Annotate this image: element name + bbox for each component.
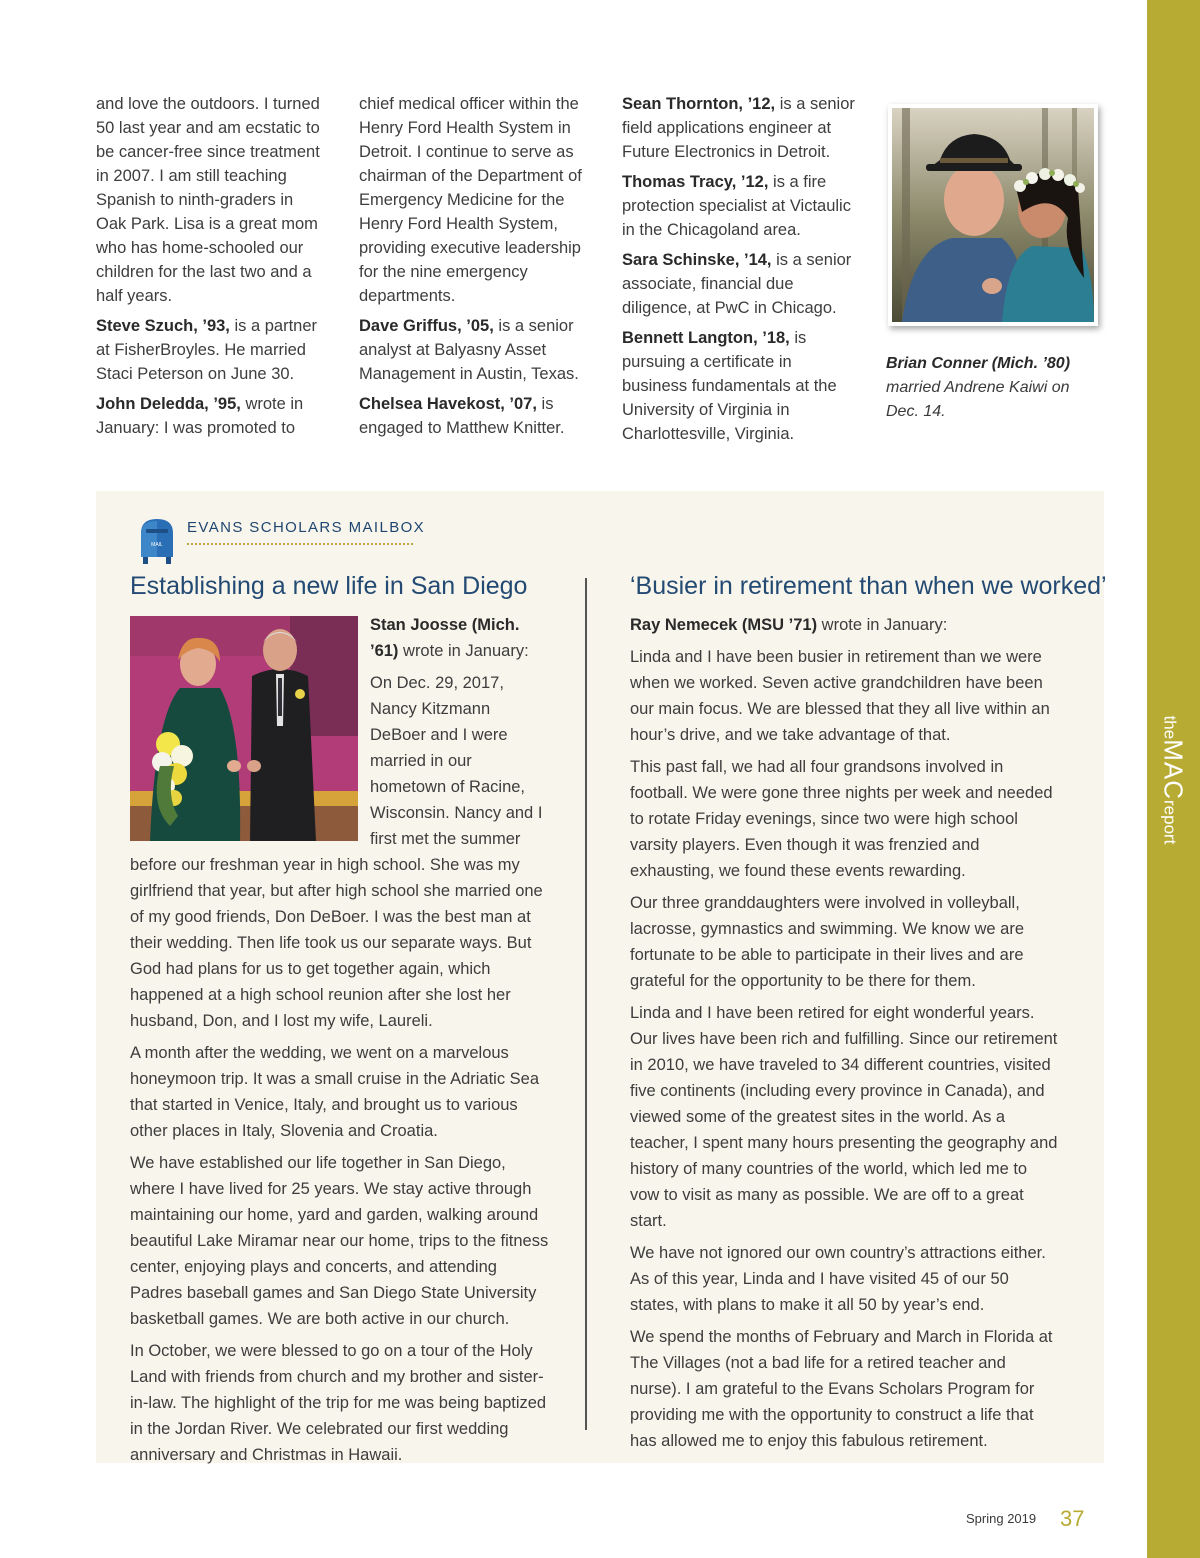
story-right-paragraph: Our three granddaughters were involved in volleyball, lacrosse, gymnastics and swimming. We know we are fortunate to be able to participate in their lives and are grateful for the opportunity to be there for them.: [630, 894, 1025, 990]
note-thomas-tracy: Thomas Tracy, ’12, is a fire protection specialist at Victaulic in the Chicagoland area.: [622, 173, 851, 239]
story-right-paragraph: Linda and I have been busier in retirement than we were when we worked. Seven active grandchildren have been our main focus. We are blessed that they all live within an hour’s drive, and we take advantage of that.: [630, 648, 1050, 744]
story-right-byline: Ray Nemecek (MSU ’71) wrote in January:: [630, 616, 948, 634]
note-sean-thornton: Sean Thornton, ’12, is a senior field applications engineer at Future Electronics in Detroit.: [622, 95, 855, 161]
page-number: 37: [1060, 1506, 1085, 1531]
story-right-paragraph: Linda and I have been retired for eight wonderful years. Our lives have been rich and fulfilling. Since our retirement in 2010, we have traveled to 34 different countries, visited five continents (including every province in Canada), and viewed some of the greatest sites in the world. As a teacher, I spent many hours presenting the geography and history of many countries of the world, which led me to vow to visit as many as possible. We are off to a great start.: [630, 1004, 1058, 1230]
magazine-brand: theMACreport: [1158, 715, 1189, 845]
mailbox-icon: [138, 515, 176, 565]
issue-season: Spring 2019: [966, 1511, 1037, 1526]
story-left-byline: Stan Joosse (Mich. ’61) wrote in January:: [370, 616, 529, 660]
note-dave-griffus: Dave Griffus, ’05, is a senior analyst at Balyasny Asset Management in Austin, Texas.: [359, 317, 579, 383]
story-left-paragraph: We have established our life together in San Diego, where I have lived for 25 years. We stay active through maintaining our home, yard and garden, walking around beautiful Lake Miramar near our home, trips to the fitness center, enjoying plays and concerts, and attending Padres baseball games and San Diego State University basketball games. We are both active in our church.: [130, 1154, 549, 1328]
note-paragraph: and love the outdoors. I turned 50 last year and am ecstatic to be cancer-free since treatment in 2007. I am still teaching Spanish to ninth-graders in Oak Park. Lisa is a great mom who has home-schooled our children for the last two and a half years.: [96, 95, 320, 305]
class-notes-column-3: [622, 92, 858, 452]
story-left-paragraph: A month after the wedding, we went on a marvelous honeymoon trip. It was a small cruise in the Adriatic Sea that started in Venice, Italy, and brought us to various other places in Italy, Slovenia and Croatia.: [130, 1044, 540, 1140]
mailbox-title-rule: [187, 543, 413, 546]
class-notes-column-2: [359, 92, 589, 446]
couple-photo-image: [892, 108, 1094, 322]
class-notes-column-1: [96, 92, 324, 446]
story-right-paragraph: We have not ignored our own country’s attractions either. As of this year, Linda and I have visited 45 of our 50 states, with plans to make it all 50 by year’s end.: [630, 1244, 1046, 1314]
note-paragraph: chief medical officer within the Henry Ford Health System in Detroit. I continue to serve as chairman of the Department of Emergency Medicine for the Henry Ford Health System, providing executive leadership for the nine emergency departments.: [359, 95, 582, 305]
photo-caption: Brian Conner (Mich. ’80) married Andrene Kaiwi on Dec. 14.: [886, 355, 1071, 420]
note-john-deledda: John Deledda, ’95, wrote in January: I was promoted to: [96, 395, 304, 437]
svg-text:MAIL: MAIL: [151, 542, 163, 548]
note-bennett-langton: Bennett Langton, ’18, is pursuing a certificate in business fundamentals at the University of Virginia in Charlottesville, Virginia.: [622, 329, 837, 443]
note-sara-schinske: Sara Schinske, ’14, is a senior associate, financial due diligence, at PwC in Chicago.: [622, 251, 852, 317]
story-right-body: [630, 612, 1060, 1460]
note-steve-szuch: Steve Szuch, ’93, is a partner at FisherBroyles. He married Staci Peterson on June 30.: [96, 317, 318, 383]
story-right-paragraph: This past fall, we had all four grandsons involved in football. We were gone three nights per week and needed to rotate Friday evenings, since two were high school varsity players. Even though it was frenzied and exhausting, we found these events rewarding.: [630, 758, 1053, 880]
story-left-body: [130, 612, 550, 1474]
story-left-headline: Establishing a new life in San Diego: [130, 572, 528, 600]
story-left-paragraph: On Dec. 29, 2017, Nancy Kitzmann DeBoer and I were married in our hometown of Racine, Wisconsin. Nancy and I first met the summer before our freshman year in high school. She was my girlfriend that year, but after high school she married one of my good friends, Don DeBoer. I was the best man at their wedding. Then life took us our separate ways. But God had plans for us to get together again, which happened at a high school reunion after she lost her husband, Don, and I lost my wife, Laureli.: [130, 674, 543, 1030]
column-divider: [585, 578, 587, 1430]
mailbox-section-title: EVANS SCHOLARS MAILBOX: [187, 519, 426, 536]
couple-photo: [888, 104, 1098, 326]
note-chelsea-havekost: Chelsea Havekost, ’07, is engaged to Matthew Knitter.: [359, 395, 565, 437]
story-right-paragraph: We spend the months of February and March in Florida at The Villages (not a bad life for a retired teacher and nurse). I am grateful to the Evans Scholars Program for providing me with the opportunity to construct a life that has allowed me to enjoy this fabulous retirement.: [630, 1328, 1053, 1450]
story-right-headline: ‘Busier in retirement than when we worked’: [630, 572, 1107, 600]
story-left-paragraph: In October, we were blessed to go on a tour of the Holy Land with friends from church and my brother and sister-in-law. The highlight of the trip for me was being baptized in the Jordan River. We celebrated our first wedding anniversary and Christmas in Hawaii.: [130, 1342, 547, 1464]
